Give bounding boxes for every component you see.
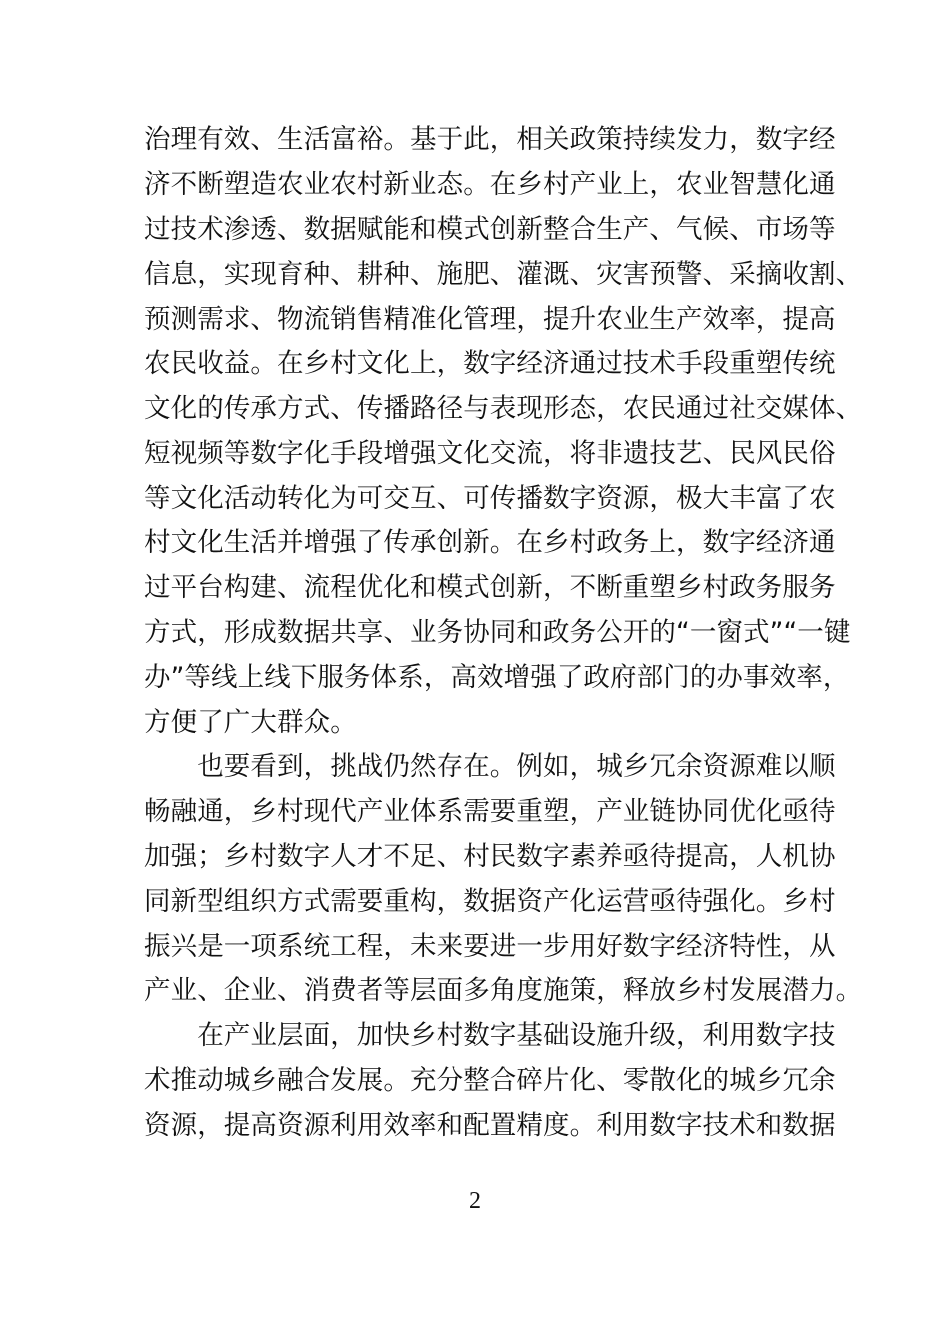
text-line: 过平台构建、流程优化和模式创新，不断重塑乡村政务服务 [144, 572, 836, 603]
text-line: 预测需求、物流销售精准化管理，提升农业生产效率，提高 [144, 304, 836, 335]
text-line: 短视频等数字化手段增强文化交流，将非遗技艺、民风民俗 [144, 438, 836, 469]
text-line: 方式，形成数据共享、业务协同和政务公开的“一窗式”“一键 [144, 617, 851, 648]
text-line: 也要看到，挑战仍然存在。例如，城乡冗余资源难以顺 [144, 751, 836, 782]
text-line: 等文化活动转化为可交互、可传播数字资源，极大丰富了农 [144, 483, 836, 514]
text-line: 同新型组织方式需要重构，数据资产化运营亟待强化。乡村 [144, 886, 836, 917]
text-line: 济不断塑造农业农村新业态。在乡村产业上，农业智慧化通 [144, 169, 836, 200]
text-line: 治理有效、生活富裕。基于此，相关政策持续发力，数字经 [144, 124, 836, 155]
page-number: 2 [469, 1188, 481, 1214]
text-line: 畅融通，乡村现代产业体系需要重塑，产业链协同优化亟待 [144, 796, 836, 827]
text-line: 资源，提高资源利用效率和配置精度。利用数字技术和数据 [144, 1110, 836, 1141]
text-line: 文化的传承方式、传播路径与表现形态，农民通过社交媒体、 [144, 393, 863, 424]
text-line: 加强；乡村数字人才不足、村民数字素养亟待提高，人机协 [144, 841, 836, 872]
text-line: 产业、企业、消费者等层面多角度施策，释放乡村发展潜力。 [144, 975, 863, 1006]
text-line: 村文化生活并增强了传承创新。在乡村政务上，数字经济通 [144, 527, 836, 558]
text-line: 农民收益。在乡村文化上，数字经济通过技术手段重塑传统 [144, 348, 836, 379]
text-line: 办”等线上线下服务体系，高效增强了政府部门的办事效率， [144, 662, 850, 693]
text-line: 信息，实现育种、耕种、施肥、灌溉、灾害预警、采摘收割、 [144, 259, 863, 290]
text-line: 方便了广大群众。 [144, 707, 357, 738]
text-line: 过技术渗透、数据赋能和模式创新整合生产、气候、市场等 [144, 214, 836, 245]
text-line: 在产业层面，加快乡村数字基础设施升级，利用数字技 [144, 1020, 836, 1051]
text-line: 振兴是一项系统工程，未来要进一步用好数字经济特性，从 [144, 931, 836, 962]
text-line: 术推动城乡融合发展。充分整合碎片化、零散化的城乡冗余 [144, 1065, 836, 1096]
